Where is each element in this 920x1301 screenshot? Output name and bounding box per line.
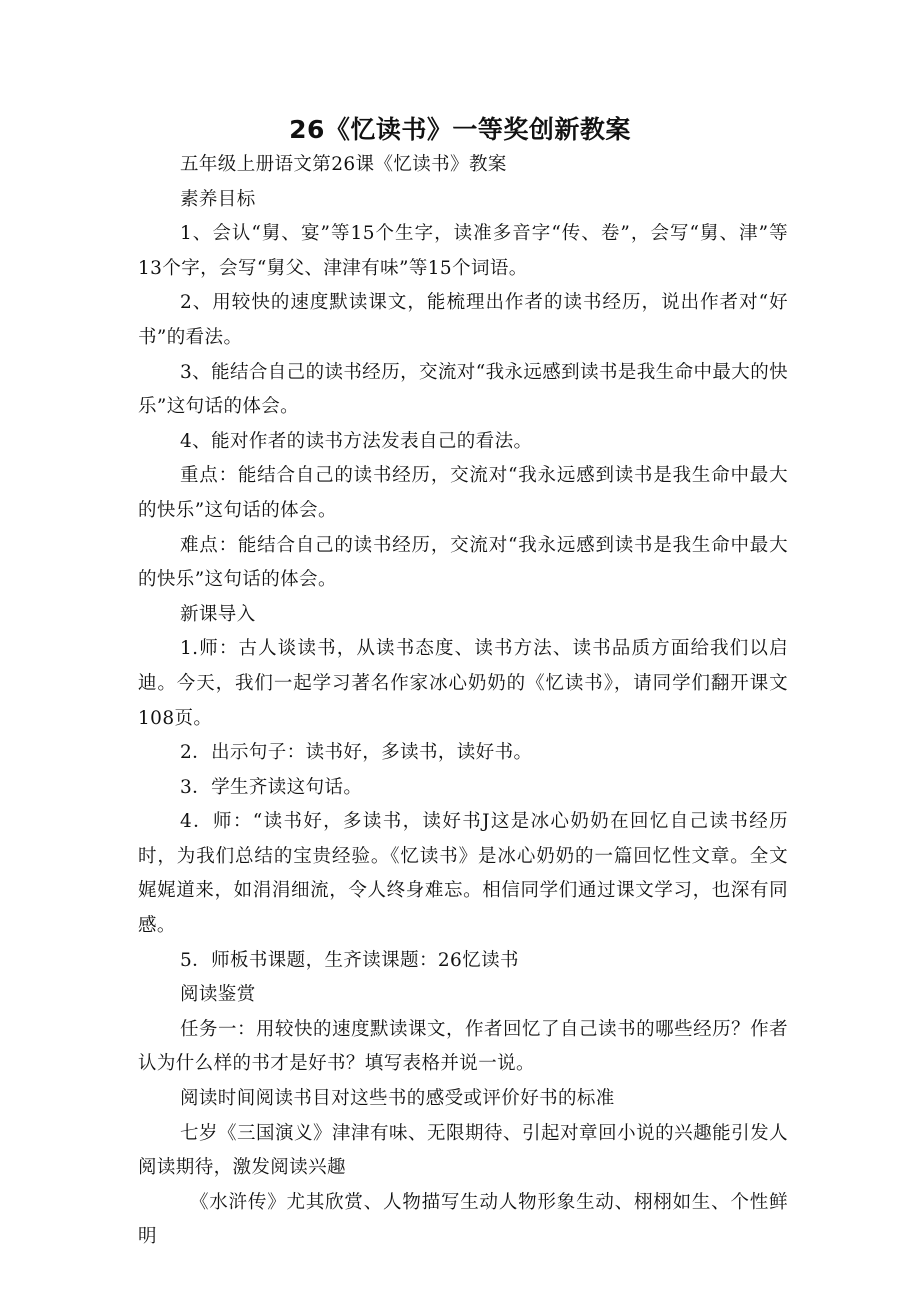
table-row: 《水浒传》尤其欣赏、人物描写生动人物形象生动、栩栩如生、个性鲜明 xyxy=(138,1191,788,1248)
section-heading-goals: 素养目标 xyxy=(180,188,256,210)
key-point-paragraph: 重点：能结合自己的读书经历，交流对“我永远感到读书是我生命中最大的快乐”这句话的体会。 xyxy=(138,465,788,521)
intro-step-3: 3．学生齐读这句话。 xyxy=(180,776,363,798)
section-heading-intro: 新课导入 xyxy=(180,603,256,625)
document-title: 26《忆读书》一等奖创新教案 xyxy=(289,115,631,144)
table-row: 七岁《三国演义》津津有味、无限期待、引起对章回小说的兴趣能引发人阅读期待，激发阅读兴趣 xyxy=(138,1122,788,1179)
goal-item-1: 1、会认“舅、宴”等15个生字，读准多音字“传、卷”，会写“舅、津”等13个字，会写“舅父、津津有味”等15个词语。 xyxy=(138,223,788,279)
intro-step-4: 4．师：“读书好，多读书，读好书J这是冰心奶奶在回忆自己读书经历时，为我们总结的宝贵经验。《忆读书》是冰心奶奶的一篇回忆性文章。全文娓娓道来，如涓涓细流，令人终身难忘。相信同学们通过课文学习，也深有同感。 xyxy=(138,811,788,937)
difficulty-paragraph: 难点：能结合自己的读书经历，交流对“我永远感到读书是我生命中最大的快乐”这句话的体会。 xyxy=(138,534,788,591)
goal-item-2: 2、用较快的速度默读课文，能梳理出作者的读书经历，说出作者对“好书”的看法。 xyxy=(138,292,788,348)
goal-item-3: 3、能结合自己的读书经历，交流对“我永远感到读书是我生命中最大的快乐”这句话的体会。 xyxy=(138,361,788,418)
document-body xyxy=(138,148,788,1255)
subtitle-paragraph: 五年级上册语文第26课《忆读书》教案 xyxy=(180,154,507,175)
intro-step-5: 5．师板书课题，生齐读课题：26忆读书 xyxy=(180,949,519,971)
intro-step-2: 2．出示句子：读书好，多读书，读好书。 xyxy=(180,742,533,764)
section-heading-reading: 阅读鉴赏 xyxy=(180,984,256,1006)
task-one-paragraph: 任务一：用较快的速度默读课文，作者回忆了自己读书的哪些经历？作者认为什么样的书才是好书？填写表格并说一说。 xyxy=(138,1018,788,1075)
intro-step-1: 1.师：古人谈读书，从读书态度、读书方法、读书品质方面给我们以启迪。今天，我们一起学习著名作家冰心奶奶的《忆读书》，请同学们翻开课文108页。 xyxy=(138,638,788,729)
table-header-row: 阅读时间阅读书目对这些书的感受或评价好书的标准 xyxy=(180,1088,615,1110)
goal-item-4: 4、能对作者的读书方法发表自己的看法。 xyxy=(180,430,533,452)
